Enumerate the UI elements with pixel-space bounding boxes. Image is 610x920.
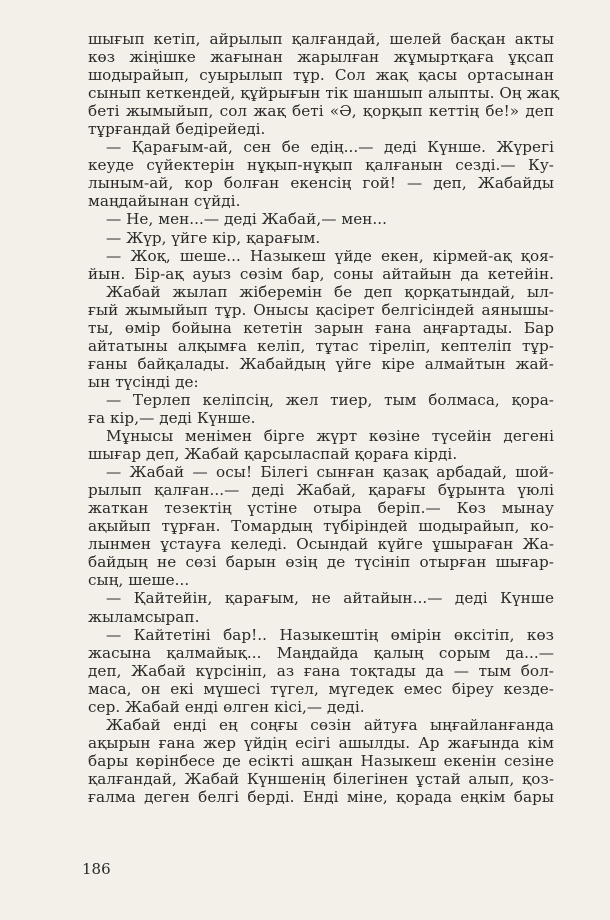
text-line: лыным-ай, кор болған екенсің гой! — деп, Жабайды [88, 174, 554, 193]
text-line: шодырайып, суырылып тұр. Сол жақ қасы ортасынан [88, 66, 554, 85]
text-line: тұрғандай бедірейеді. [88, 120, 266, 139]
text-line: — Жабай — осы! Білегі сынған қазақ арбадай, шой- [106, 463, 554, 482]
text-line: маңдайынан сүйді. [88, 192, 241, 211]
text-line: ын түсінді де: [88, 372, 199, 391]
text-line: ғаны байқалады. Жабайдың үйге кіре алмайтын жай- [88, 354, 554, 373]
text-line: көз жіңішке жағынан жарылған жұмыртқаға ұқсап [88, 48, 554, 67]
text-line: ақырын ғана жер үйдің есігі ашылды. Ар жағында кім [88, 733, 554, 752]
text-line: бары көрінбесе де есікті ашқан Назыкеш екенін сезіне [88, 751, 554, 770]
text-line: — Не, мен...— деді Жабай,— мен... [106, 210, 388, 229]
text-line: маса, он екі мүшесі түгел, мүгедек емес біреу кезде- [88, 679, 554, 698]
text-line: — Жоқ, шеше... Назыкеш үйде екен, кірмей-ақ қоя- [106, 246, 554, 265]
text-line: ақыйып тұрған. Томардың түбіріндей шодырайып, ко- [88, 517, 554, 536]
text-line: — Қайтейін, қарағым, не айтайын...— деді Күнше [106, 589, 554, 608]
text-line: шығып кетіп, айрылып қалғандай, шелей басқан акты [88, 30, 554, 48]
text-line: ғалма деген белгі берді. Енді міне, қорада еңкім бары [88, 787, 554, 806]
text-line: ты, өмір бойына кететін зарын ғана аңғартады. Бар [88, 318, 554, 337]
text-line: йын. Бір-ақ ауыз сөзім бар, соны айтайын да кетейін. [88, 264, 554, 283]
text-line: — Терлеп келіпсің, жел тиер, тым болмаса, қора- [106, 390, 554, 409]
text-line: — Жүр, үйге кір, қарағым. [106, 228, 321, 247]
page-text-block [88, 30, 559, 806]
text-line: рылып қалған...— деді Жабай, қарағы бұрынта үюлі [88, 481, 554, 500]
text-line: ға кір,— деді Күнше. [88, 408, 256, 427]
text-line: ғый жымыйып тұр. Оныcы қасірет белгісіндей аянышы- [88, 300, 554, 319]
text-line: сер. Жабай енді өлген кісі,— деді. [88, 697, 365, 716]
text-line: кеуде сүйектерін нұқып-нұқып қалғанын сезді.— Ку- [88, 156, 554, 175]
text-line: жаткан тезектің үстіне отыра беріп.— Көз мынау [88, 499, 554, 518]
text-line: деп, Жабай күрсініп, аз ғана тоқтады да — тым бол- [88, 661, 554, 680]
text-line: — Кайтетіні бар!.. Назыкештің өмірін өксітіп, көз [106, 625, 554, 644]
text-line: Мұнысы менімен бірге жүрт көзіне түсейін дегені [106, 427, 554, 446]
text-line: жыламсырап. [88, 607, 200, 626]
text-line: жасына қалмайық... Маңдайда қалың сорым да...— [88, 643, 554, 662]
text-line: — Қарағым-ай, сен бе едің...— деді Күнше. Жүрегі [106, 138, 554, 157]
text-line: байдың не сөзі барын өзің де түсініп отырған шығар- [88, 553, 554, 572]
text-line: беті жымыйып, сол жақ беті «Ә, қорқып кеттің бе!» деп [88, 102, 554, 121]
text-line: қалғандай, Жабай Күншенің білегінен ұстай алып, қоз- [88, 769, 554, 788]
text-line: Жабай енді ең соңғы сөзін айтуға ыңғайланғанда [106, 715, 554, 734]
text-line: лынмен ұстауға келеді. Осындай күйге ұшыраған Жа- [88, 535, 554, 554]
text-line: шығар деп, Жабай қарсыласпай қораға кірді. [88, 445, 458, 464]
text-line: Жабай жылап жіберемін бе деп қорқатындай, ыл- [106, 282, 554, 301]
text-line: сың, шеше... [88, 571, 190, 590]
text-line: сынып кеткендей, құйрығын тік шаншып алыпты. Оң жақ [88, 84, 559, 103]
page-number: 186 [82, 860, 111, 878]
text-line: айтатыны алқымға келіп, тұтас тіреліп, кептеліп тұр- [88, 336, 554, 355]
